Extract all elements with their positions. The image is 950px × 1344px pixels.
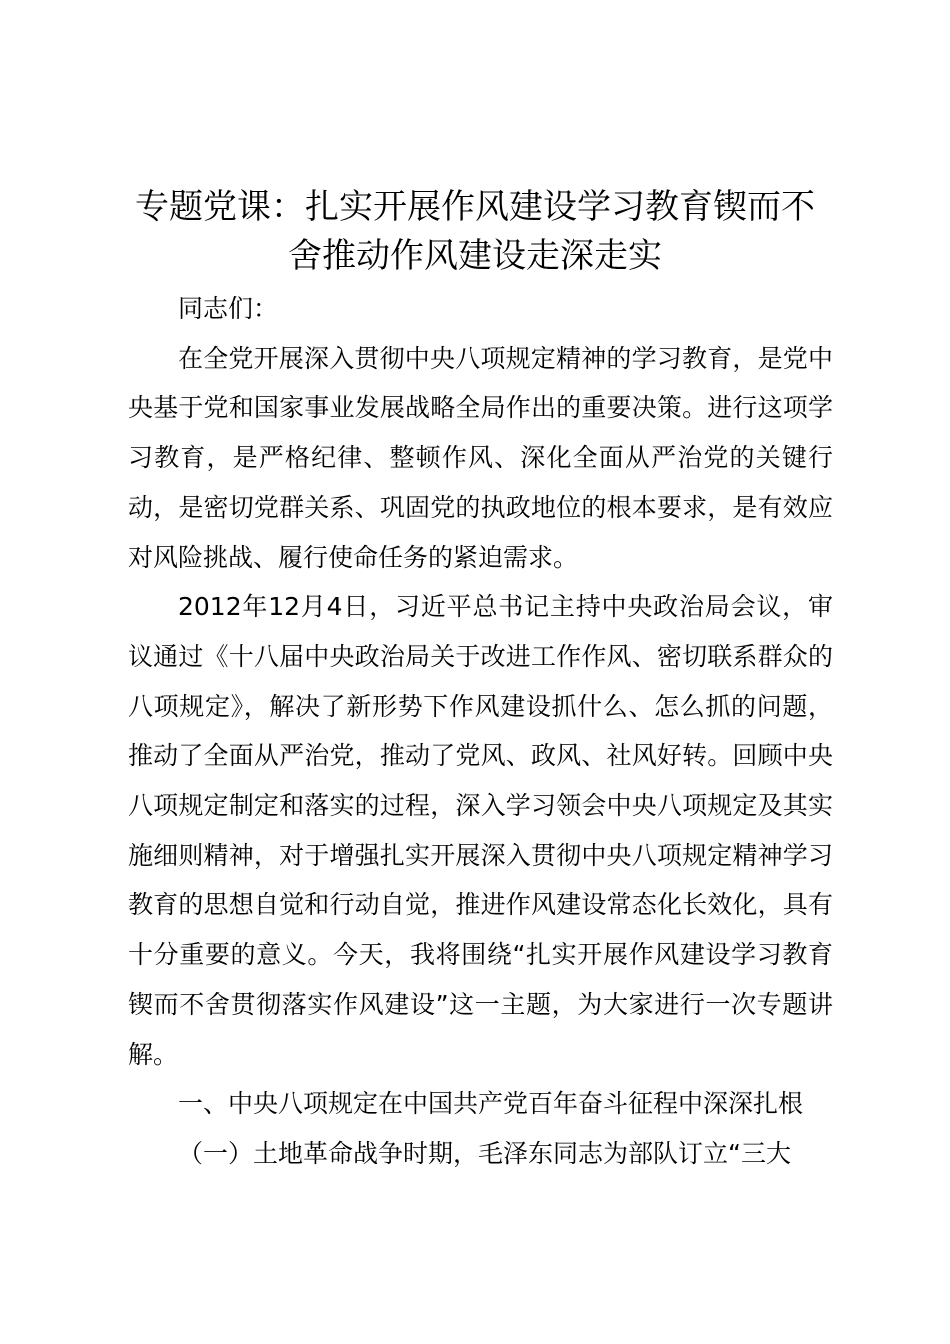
title-line-1: 专题党课：扎实开展作风建设学习教育锲而不 xyxy=(135,187,815,227)
title-line-2: 舍推动作风建设走深走实 xyxy=(288,236,662,276)
paragraph-2: 2012年12月4日，习近平总书记主持中央政治局会议，审议通过《十八届中央政治局关于改进工作作风、密切联系群众的八项规定》，解决了新形势下作风建设抓什么、怎么抓的问题，推动了全面从严治党，推动了党风、政风、社风好转。回顾中央八项规定制定和落实的过程，深入学习领会中央八项规定及其实施细则精神，对于增强扎实开展深入贯彻中央八项规定精神学习教育的思想自觉和行动自觉，推进作风建设常态化长效化，具有十分重要的意义。今天，我将围绕“扎实开展作风建设学习教育 锲而不舍贯彻落实作风建设”这一主题，为大家进行一次专题讲解。 xyxy=(128,592,833,1069)
subsection-heading: （一）土地革命战争时期，毛泽东同志为部队订立“三大 xyxy=(178,1138,791,1168)
document-title xyxy=(118,183,832,281)
salutation: 同志们： xyxy=(178,294,279,323)
document-body xyxy=(128,284,833,1179)
paragraph-1: 在全党开展深入贯彻中央八项规定精神的学习教育，是党中央基于党和国家事业发展战略全局作出的重要决策。进行这项学习教育，是严格纪律、整顿作风、深化全面从严治党的关键行动，是密切党群关系、巩固党的执政地位的根本要求，是有效应对风险挑战、履行使命任务的紧迫需求。 xyxy=(128,343,833,572)
section-heading: 一、中央八项规定在中国共产党百年奋斗征程中深深扎根 xyxy=(178,1089,804,1119)
